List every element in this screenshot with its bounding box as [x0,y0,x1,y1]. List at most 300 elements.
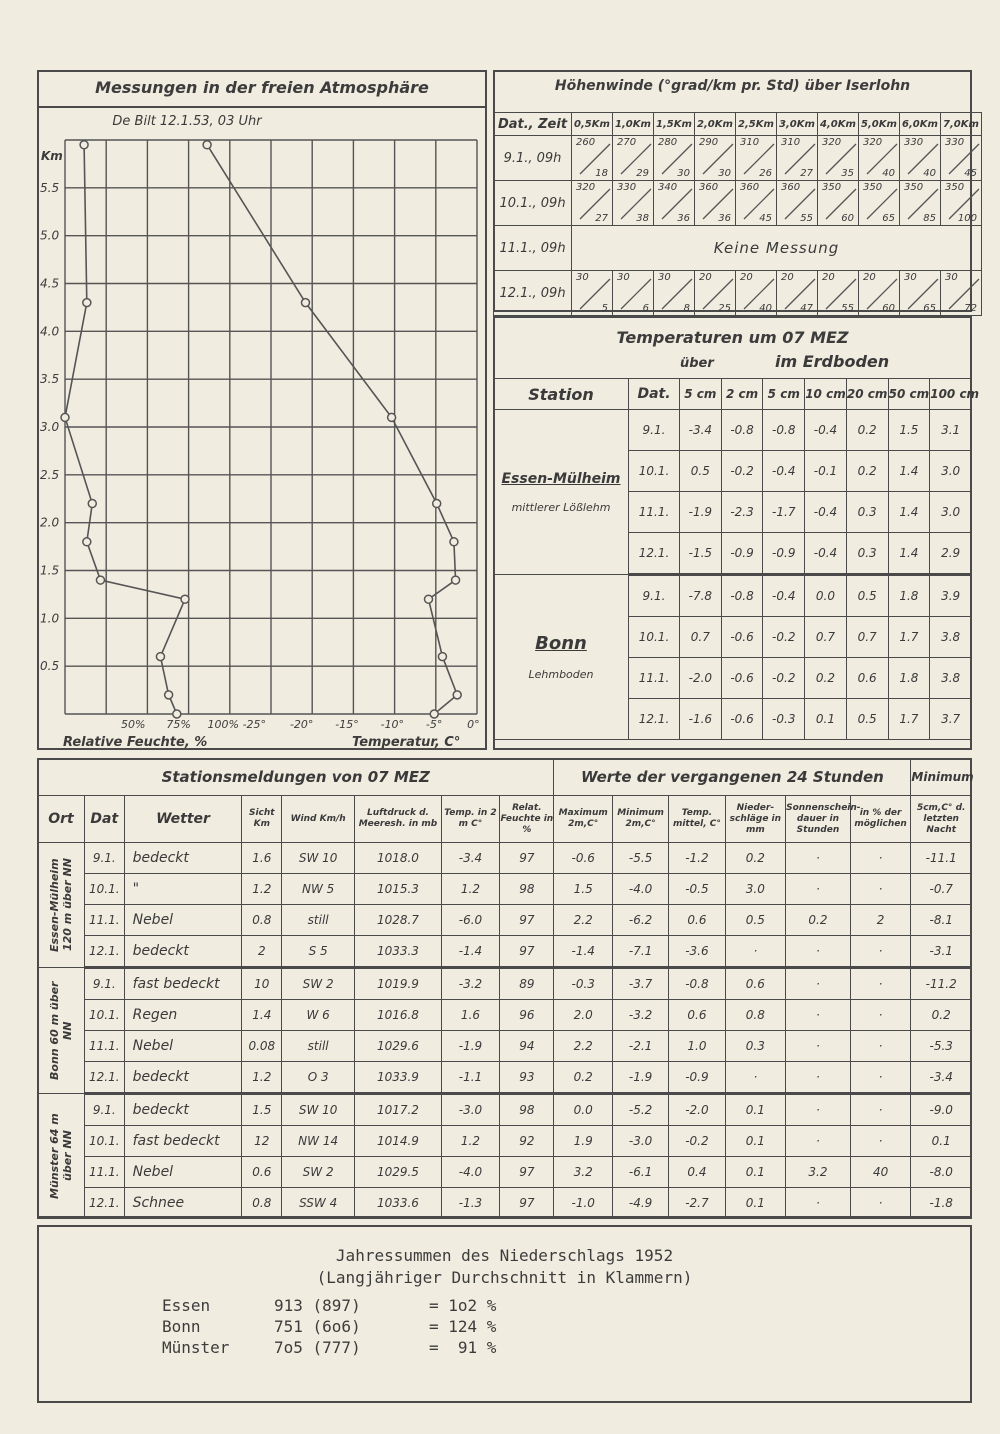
station-cell: 0.6 [669,1000,725,1031]
station-cell: -0.2 [669,1126,725,1157]
station-cell: 3.2 [554,1157,612,1188]
station-cell: Schnee [124,1188,242,1219]
station-cell: -5.3 [911,1031,972,1062]
wind-speed: 8 [683,303,690,314]
soil-station-name: Essen-Mülheim [501,470,621,487]
winds-cell [613,136,654,181]
winds-cell [859,136,900,181]
station-cell: bedeckt [124,1062,242,1094]
wind-direction: 20 [699,272,712,283]
station-place-cell [38,843,85,968]
station-cell: 0.6 [242,1157,282,1188]
humidity-point [165,691,173,699]
station-cell: 10 [242,968,282,1000]
annual-percent: = 1o2 % [429,1296,497,1315]
station-cell: 1.6 [441,1000,499,1031]
station-row [38,968,972,1000]
station-cell: · [850,968,911,1000]
station-row [38,1031,972,1062]
station-cell: · [786,1126,851,1157]
winds-cell [695,136,736,181]
station-cell: 98 [500,874,554,905]
annual-value: 913 (897) [274,1296,361,1315]
station-cell: NW 5 [282,874,355,905]
station-cell: 0.1 [725,1094,786,1126]
station-cell: bedeckt [124,843,242,874]
station-cell: 1.2 [242,1062,282,1094]
station-cell: still [282,1031,355,1062]
station-cell: 12.1. [84,1062,124,1094]
y-tick-label: 0.5 [40,659,60,674]
station-cell: 12.1. [84,1188,124,1219]
temperature-point [203,141,211,149]
station-header-cell: Dat [84,796,124,843]
y-unit-label: Km [41,149,63,163]
station-cell: 2 [242,936,282,968]
atmosphere-subtitle: De Bilt 12.1.53, 03 Uhr [112,114,262,129]
soil-value-cell: -3.4 [680,410,722,451]
station-cell: fast bedeckt [124,968,242,1000]
station-row [38,1126,972,1157]
station-cell: -1.2 [669,843,725,874]
station-cell: NW 14 [282,1126,355,1157]
soil-header-depth: 20 cm [846,379,888,410]
soil-row [494,575,972,617]
station-cell: 3.2 [786,1157,851,1188]
station-cell: · [850,1000,911,1031]
station-cell: 1029.6 [355,1031,442,1062]
station-row [38,1000,972,1031]
station-row [38,1094,972,1126]
humidity-point [83,299,91,307]
winds-header-cell: 3,0Km [777,113,818,136]
temperature-point [302,299,310,307]
wind-speed: 40 [882,168,895,179]
annual-line2: (Langjähriger Durchschnitt in Klammern) [316,1268,693,1287]
station-cell: 1.4 [242,1000,282,1031]
humidity-point [96,576,104,584]
soil-value-cell: -0.2 [763,617,805,658]
winds-cell [777,181,818,226]
station-place-cell [38,1094,85,1219]
humidity-point [61,413,69,421]
station-cell: 0.8 [242,905,282,936]
station-row [38,1062,972,1094]
winds-cell [654,271,695,316]
soil-value-cell: 3.8 [930,617,972,658]
soil-date-cell: 11.1. [629,658,680,699]
station-cell: -1.3 [441,1188,499,1219]
station-cell: 1.0 [669,1031,725,1062]
soil-value-cell: 0.5 [846,575,888,617]
station-header-cell: Sicht Km [242,796,282,843]
wind-speed: 30 [718,168,731,179]
soil-row [494,410,972,451]
station-cell: fast bedeckt [124,1126,242,1157]
wind-direction: 290 [699,137,719,148]
annual-row [162,1317,496,1338]
x-axis-label-temperature: Temperatur, C° [352,735,461,750]
winds-row [494,136,982,181]
station-header-cell: Relat. Feuchte in % [500,796,554,843]
winds-cell [695,181,736,226]
atmosphere-chart [37,106,487,750]
station-cell: -3.0 [441,1094,499,1126]
winds-cell [613,271,654,316]
station-cell: bedeckt [124,936,242,968]
soil-date-cell: 10.1. [629,617,680,658]
wind-speed: 27 [595,213,608,224]
soil-value-cell: -0.2 [763,658,805,699]
temperature-point [433,500,441,508]
soil-value-cell: 0.6 [846,658,888,699]
station-cell: -0.8 [669,968,725,1000]
station-cell: · [725,1062,786,1094]
winds-cell [613,181,654,226]
soil-value-cell: 0.1 [805,699,847,740]
station-cell: · [850,1031,911,1062]
station-place-cell [38,968,85,1094]
winds-cell [695,271,736,316]
station-cell: 12.1. [84,936,124,968]
soil-header-depth: 100 cm [930,379,972,410]
winds-header-cell: 2,0Km [695,113,736,136]
temperature-point [450,538,458,546]
station-title-row [38,759,972,796]
station-cell: 0.8 [242,1188,282,1219]
station-cell: · [786,874,851,905]
station-cell: -1.9 [441,1031,499,1062]
station-cell: O 3 [282,1062,355,1094]
station-cell: 2.2 [554,1031,612,1062]
annual-percent: = 124 % [429,1317,497,1336]
station-cell: · [786,843,851,874]
humidity-point [181,595,189,603]
station-row [38,843,972,874]
winds-cell [736,271,777,316]
soil-value-cell: -0.4 [763,575,805,617]
station-cell: -9.0 [911,1094,972,1126]
station-cell: 1029.5 [355,1157,442,1188]
soil-value-cell: -0.6 [721,617,763,658]
wind-direction: 340 [658,182,678,193]
soil-value-cell: -0.9 [721,533,763,575]
soil-value-cell: -2.0 [680,658,722,699]
station-cell: 1017.2 [355,1094,442,1126]
wind-speed: 18 [595,168,608,179]
winds-cell [818,181,859,226]
x-tick-label: 75% [166,718,191,731]
soil-value-cell: 0.5 [680,451,722,492]
soil-value-cell: -1.9 [680,492,722,533]
winds-cell [900,136,941,181]
winds-cell [777,136,818,181]
annual-line1: Jahressummen des Niederschlags 1952 [335,1246,674,1265]
atmosphere-title: Messungen in der freien Atmosphäre [95,78,429,97]
x-tick-label: -25° [242,718,267,731]
soil-station-cell [494,575,629,740]
station-cell: -7.1 [612,936,668,968]
soil-value-cell: -0.4 [763,451,805,492]
temperature-series-line [207,145,457,714]
winds-cell [941,136,982,181]
past-24h-title: Werte der vergangenen 24 Stunden [554,759,911,796]
station-cell: 97 [500,843,554,874]
y-tick-label: 4.5 [40,276,60,291]
wind-speed: 38 [636,213,649,224]
station-row [38,936,972,968]
x-tick-label: -15° [335,718,359,731]
y-tick-label: 3.5 [40,372,60,387]
station-header-cell: Nieder-schläge in mm [725,796,786,843]
station-cell: still [282,905,355,936]
soil-value-cell: -1.5 [680,533,722,575]
humidity-point [80,141,88,149]
wind-direction: 20 [822,272,835,283]
station-cell: · [850,1126,911,1157]
station-cell: 0.2 [911,1000,972,1031]
wind-speed: 35 [841,168,854,179]
station-row [38,905,972,936]
station-cell: 1.5 [554,874,612,905]
station-row [38,1188,972,1219]
winds-header-cell: Dat., Zeit [494,113,572,136]
station-cell: · [850,936,911,968]
station-cell: 94 [500,1031,554,1062]
station-cell: 0.8 [725,1000,786,1031]
station-cell: -1.0 [554,1188,612,1219]
y-tick-label: 5.0 [40,228,60,243]
station-cell: 11.1. [84,1157,124,1188]
winds-cell [736,181,777,226]
y-tick-label: 5.5 [40,180,60,195]
soil-value-cell: -0.4 [805,533,847,575]
wind-speed: 60 [841,213,854,224]
soil-value-cell: -0.8 [721,575,763,617]
soil-station-name: Bonn [535,633,587,654]
station-cell: Nebel [124,1157,242,1188]
y-tick-label: 3.0 [40,420,60,434]
wind-speed: 36 [677,213,690,224]
winds-header-cell: 6,0Km [900,113,941,136]
humidity-point [156,653,164,661]
station-header-cell: Ort [38,796,85,843]
station-cell: 9.1. [84,1094,124,1126]
station-row [38,874,972,905]
station-cell: -0.6 [554,843,612,874]
station-cell: 10.1. [84,874,124,905]
soil-table [493,378,980,740]
soil-value-cell: -0.4 [805,492,847,533]
x-axis-label-humidity: Relative Feuchte, % [63,735,208,750]
station-cell: -5.2 [612,1094,668,1126]
soil-value-cell: 0.0 [805,575,847,617]
station-cell: -3.7 [612,968,668,1000]
station-cell: 0.4 [669,1157,725,1188]
station-cell: 0.1 [725,1188,786,1219]
station-cell: · [786,1062,851,1094]
station-cell: Regen [124,1000,242,1031]
wind-direction: 30 [617,272,630,283]
station-cell: bedeckt [124,1094,242,1126]
soil-value-cell: 1.8 [888,575,930,617]
station-cell: 0.2 [786,905,851,936]
winds-cell [736,136,777,181]
station-table [37,758,972,1219]
station-cell: SW 2 [282,1157,355,1188]
soil-value-cell: 3.7 [930,699,972,740]
soil-value-cell: 0.5 [846,699,888,740]
station-cell: 1033.3 [355,936,442,968]
station-title: Stationsmeldungen von 07 MEZ [38,759,554,796]
station-cell: -0.9 [669,1062,725,1094]
winds-cell [654,181,695,226]
wind-speed: 6 [642,303,649,314]
soil-inground-label: im Erdboden [775,352,890,371]
station-cell: 1.6 [242,843,282,874]
soil-value-cell: 0.2 [846,410,888,451]
annual-place: Essen [162,1296,211,1315]
wind-direction: 350 [945,182,965,193]
winds-date-cell: 10.1., 09h [494,181,572,226]
wind-speed: 40 [923,168,936,179]
wind-direction: 350 [863,182,883,193]
wind-direction: 260 [576,137,596,148]
winds-date-cell: 12.1., 09h [494,271,572,316]
winds-row [494,271,982,316]
station-place-name: Bonn 60 m über NN [47,981,74,1080]
soil-value-cell: 0.2 [805,658,847,699]
wind-speed: 26 [759,168,772,179]
station-cell: -3.6 [669,936,725,968]
station-cell: W 6 [282,1000,355,1031]
soil-date-cell: 11.1. [629,492,680,533]
station-cell: 1014.9 [355,1126,442,1157]
wind-direction: 30 [904,272,917,283]
humidity-series-line [65,145,185,714]
soil-value-cell: 3.9 [930,575,972,617]
soil-value-cell: 1.5 [888,410,930,451]
wind-direction: 30 [945,272,958,283]
soil-value-cell: 0.3 [846,492,888,533]
soil-value-cell: 0.2 [846,451,888,492]
station-cell: -3.1 [911,936,972,968]
soil-value-cell: -0.6 [721,699,763,740]
wind-direction: 360 [781,182,801,193]
station-cell: 1028.7 [355,905,442,936]
station-cell: · [850,843,911,874]
wind-speed: 47 [800,303,813,314]
station-cell: 2.2 [554,905,612,936]
station-place-name: Münster 64 m über NN [47,1113,74,1199]
station-cell: · [850,1094,911,1126]
wind-direction: 330 [617,182,637,193]
winds-row [494,181,982,226]
station-cell: 9.1. [84,968,124,1000]
soil-date-cell: 12.1. [629,533,680,575]
y-tick-label: 2.5 [40,467,60,482]
station-cell: 11.1. [84,1031,124,1062]
temperature-point [452,576,460,584]
wind-speed: 25 [718,303,731,314]
winds-header-cell: 1,5Km [654,113,695,136]
temperature-point [430,710,438,718]
soil-header-row [494,379,972,410]
wind-direction: 270 [617,137,637,148]
wind-direction: 320 [822,137,842,148]
station-cell: 1.2 [242,874,282,905]
station-header-cell: Temp. in 2 m C° [441,796,499,843]
winds-cell [572,136,613,181]
x-tick-label: 50% [121,718,146,731]
winds-header-row [494,113,982,136]
station-cell: -2.7 [669,1188,725,1219]
annual-row [162,1296,496,1317]
station-cell: -3.4 [441,843,499,874]
winds-cell [859,181,900,226]
wind-direction: 280 [658,137,678,148]
wind-speed: 100 [957,213,977,224]
wind-direction: 20 [863,272,876,283]
winds-table [493,112,982,316]
station-cell: -1.4 [441,936,499,968]
humidity-point [173,710,181,718]
x-tick-label: 0° [467,718,480,731]
wind-speed: 29 [636,168,649,179]
station-cell: 1033.6 [355,1188,442,1219]
soil-value-cell: 0.7 [846,617,888,658]
y-tick-label: 2.0 [40,515,60,530]
station-cell: 1016.8 [355,1000,442,1031]
wind-speed: 85 [923,213,936,224]
wind-speed: 55 [841,303,854,314]
soil-value-cell: -0.8 [721,410,763,451]
soil-value-cell: -0.2 [721,451,763,492]
soil-date-cell: 9.1. [629,575,680,617]
soil-title: Temperaturen um 07 MEZ [616,328,849,347]
winds-no-measurement: Keine Messung [572,226,982,271]
wind-speed: 65 [923,303,936,314]
x-tick-label: 100% [207,718,240,731]
soil-date-cell: 9.1. [629,410,680,451]
soil-above-label: über [680,356,714,371]
station-cell: · [850,1188,911,1219]
annual-value: 751 (6o6) [274,1317,361,1336]
station-cell: 1.9 [554,1126,612,1157]
wind-speed: 36 [718,213,731,224]
station-header-cell: Temp. mittel, C° [669,796,725,843]
soil-value-cell: -0.8 [763,410,805,451]
soil-header-station: Station [494,379,629,410]
station-cell: 1015.3 [355,874,442,905]
station-cell: 0.3 [725,1031,786,1062]
station-cell: -0.3 [554,968,612,1000]
wind-speed: 55 [800,213,813,224]
winds-header-cell: 2,5Km [736,113,777,136]
station-cell: · [850,874,911,905]
station-cell: 1.2 [441,1126,499,1157]
station-cell: -1.1 [441,1062,499,1094]
winds-cell [572,181,613,226]
wind-speed: 40 [759,303,772,314]
station-cell: -0.5 [669,874,725,905]
soil-value-cell: -0.1 [805,451,847,492]
soil-value-cell: -0.3 [763,699,805,740]
station-header-row [38,796,972,843]
station-header-cell: Wetter [124,796,242,843]
soil-value-cell: 1.7 [888,699,930,740]
station-cell: · [786,1188,851,1219]
